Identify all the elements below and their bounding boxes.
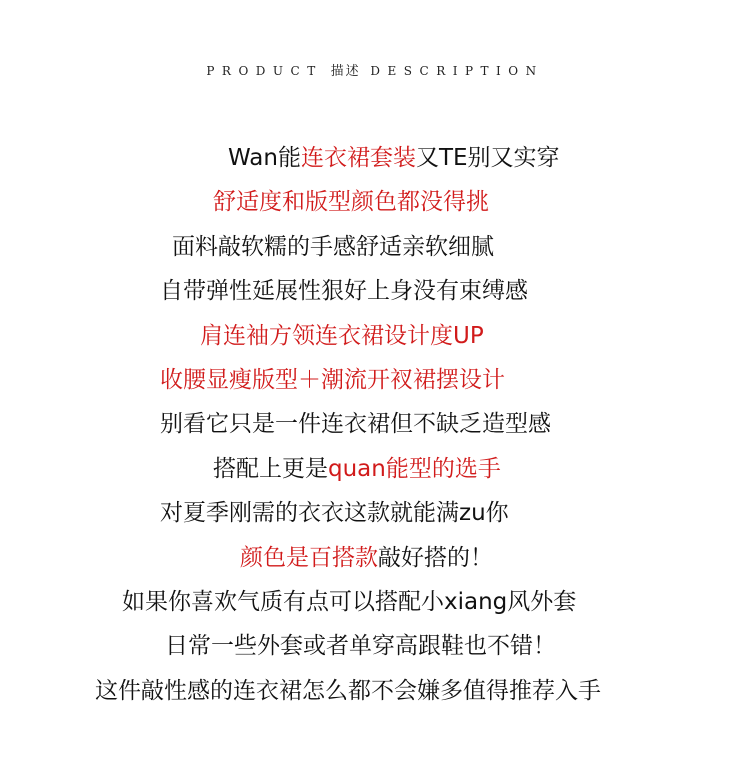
body-text: Wan能 bbox=[228, 145, 301, 171]
header-en-left: PRODUCT bbox=[206, 64, 323, 78]
text-line bbox=[213, 182, 489, 222]
text-line bbox=[160, 271, 528, 311]
body-text: 如果你喜欢气质有点可以搭配小xiang风外套 bbox=[122, 589, 577, 615]
body-text: 敲好搭的！ bbox=[378, 544, 493, 571]
body-text: 搭配上更是 bbox=[213, 455, 328, 482]
body-text: 别看它只是一件连衣裙但不缺乏造型感 bbox=[160, 411, 551, 438]
text-line bbox=[228, 138, 560, 178]
body-text: 对夏季刚需的衣衣这款就能满zu你 bbox=[160, 500, 509, 527]
text-line bbox=[160, 493, 509, 533]
text-line bbox=[200, 316, 484, 356]
text-line bbox=[160, 360, 505, 400]
text-line bbox=[240, 538, 493, 578]
highlight-text: 连衣裙套装 bbox=[300, 145, 416, 171]
highlight-text: 舒适度和版型颜色都没得挑 bbox=[213, 189, 489, 216]
body-text: 这件敲性感的连衣裙怎么都不会嫌多值得推荐入手 bbox=[95, 677, 601, 704]
header-cn: 描述 bbox=[330, 64, 361, 79]
body-text: 自带弹性延展性狠好上身没有束缚感 bbox=[160, 278, 528, 305]
body-text: 日常一些外套或者单穿高跟鞋也不错！ bbox=[165, 633, 556, 660]
text-line bbox=[165, 626, 556, 666]
header-en-right: DESCRIPTION bbox=[370, 64, 544, 78]
highlight-text: 收腰显瘦版型＋潮流开衩裙摆设计 bbox=[160, 367, 505, 393]
text-line bbox=[122, 582, 576, 622]
text-line bbox=[213, 449, 501, 489]
section-header bbox=[0, 60, 750, 79]
body-text: 又TE别又实穿 bbox=[415, 145, 560, 171]
highlight-text: 颜色是百搭款 bbox=[240, 544, 378, 571]
text-line bbox=[160, 404, 551, 444]
highlight-text: 肩连袖方领连衣裙设计度UP bbox=[200, 322, 484, 349]
highlight-text: quan能型的选手 bbox=[328, 455, 501, 482]
text-line bbox=[95, 671, 601, 711]
body-text: 面料敲软糯的手感舒适亲软细腻 bbox=[172, 233, 494, 260]
text-line bbox=[172, 227, 494, 267]
